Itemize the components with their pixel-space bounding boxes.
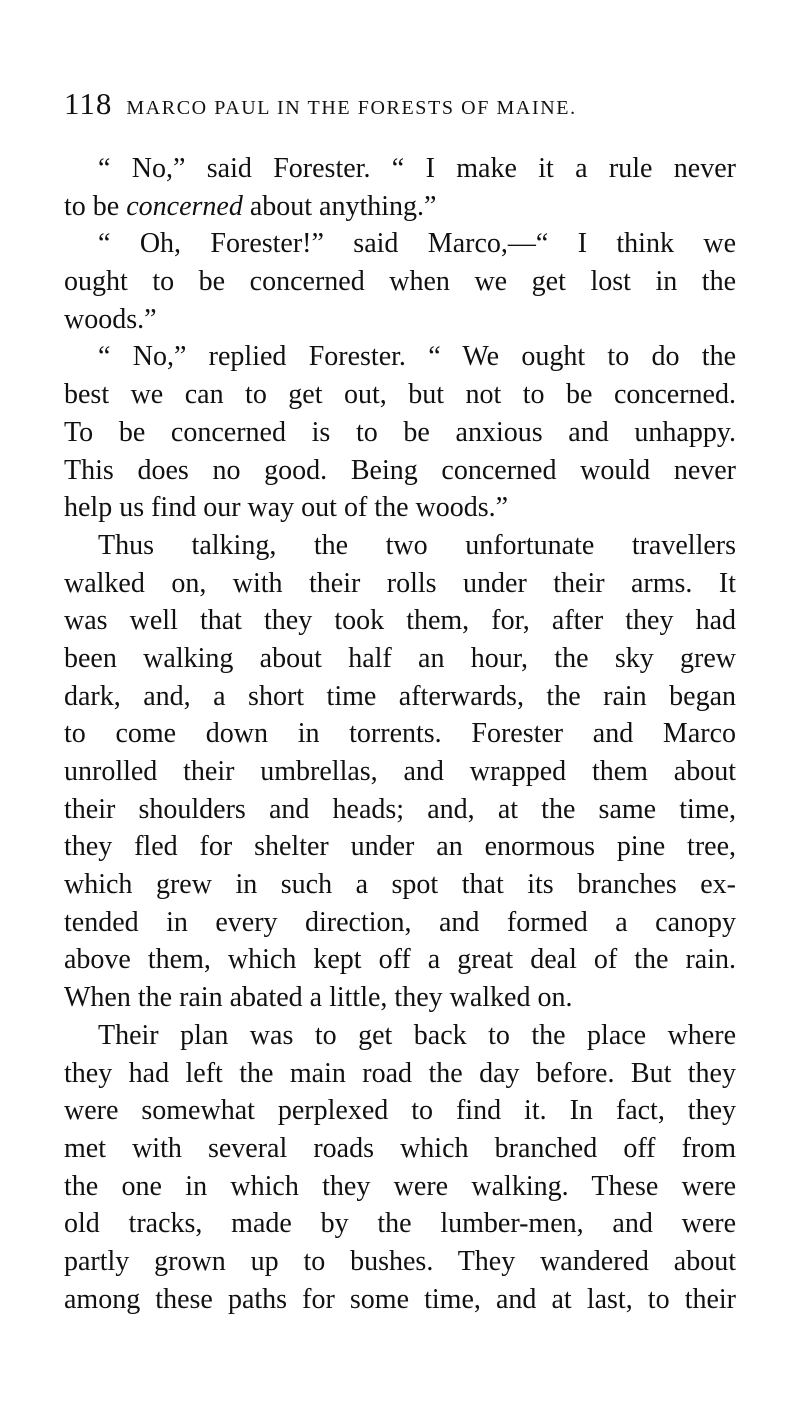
text-line	[64, 791, 736, 829]
text-line	[64, 150, 736, 188]
text-line	[64, 1243, 736, 1281]
text-run: “ No,” replied Forester. “ We ought to do the	[98, 341, 736, 373]
text-run: “ Oh, Forester!” said Marco,—“ I think we	[98, 228, 736, 260]
text-run: about anything.”	[242, 190, 437, 222]
text-line	[64, 376, 736, 414]
body-text	[64, 150, 736, 1318]
text-run: was well that they took them, for, after they had	[64, 605, 736, 637]
text-line	[64, 527, 736, 565]
text-run: This does no good. Being concerned would never	[64, 454, 736, 486]
text-run: Thus talking, the two unfortunate travellers	[98, 529, 736, 561]
italic-text: concerned	[126, 190, 243, 222]
text-run: dark, and, a short time afterwards, the rain began	[64, 680, 736, 712]
text-run: Their plan was to get back to the place where	[98, 1019, 736, 1051]
text-run: to come down in torrents. Forester and Marco	[64, 718, 736, 750]
text-line	[64, 338, 736, 376]
text-line	[64, 979, 736, 1017]
text-run: met with several roads which branched off from	[64, 1132, 736, 1164]
text-run: which grew in such a spot that its branches ex-	[64, 869, 736, 901]
text-run: woods.”	[64, 303, 157, 335]
text-run: above them, which kept off a great deal of the rain.	[64, 944, 736, 976]
text-line	[64, 1205, 736, 1243]
text-line	[64, 414, 736, 452]
text-run: unrolled their umbrellas, and wrapped them about	[64, 756, 736, 787]
text-run: they had left the main road the day before. But they	[64, 1057, 736, 1089]
text-line	[64, 452, 736, 490]
text-line	[64, 678, 736, 716]
text-run: they fled for shelter under an enormous pine tree,	[64, 831, 736, 863]
text-run: old tracks, made by the lumber-men, and were	[64, 1208, 736, 1240]
text-line	[64, 941, 736, 979]
page-number: 118	[64, 86, 113, 121]
text-run: walked on, with their rolls under their arms. It	[64, 567, 736, 599]
text-line	[64, 1017, 736, 1055]
text-line	[64, 1130, 736, 1168]
text-run: their shoulders and heads; and, at the same time,	[64, 793, 736, 825]
text-line	[64, 489, 736, 527]
text-line	[64, 301, 736, 339]
text-run: “ No,” said Forester. “ I make it a rule never	[98, 153, 736, 184]
text-run: ought to be concerned when we get lost in the	[64, 266, 736, 298]
text-line	[64, 225, 736, 263]
text-run: When the rain abated a little, they walked on.	[64, 982, 573, 1014]
text-line	[64, 828, 736, 866]
text-line	[64, 1055, 736, 1093]
text-run: been walking about half an hour, the sky grew	[64, 642, 736, 674]
text-line	[64, 1281, 736, 1319]
running-head	[64, 86, 736, 126]
text-line	[64, 640, 736, 678]
text-line	[64, 753, 736, 791]
text-line	[64, 866, 736, 904]
text-run: tended in every direction, and formed a canopy	[64, 906, 736, 938]
text-line	[64, 263, 736, 301]
running-title: MARCO PAUL IN THE FORESTS OF MAINE.	[126, 97, 577, 119]
text-run: were somewhat perplexed to find it. In fact, they	[64, 1095, 736, 1127]
text-line	[64, 1168, 736, 1206]
text-line	[64, 602, 736, 640]
text-run: the one in which they were walking. These were	[64, 1170, 736, 1202]
text-line	[64, 565, 736, 603]
text-run: to be	[64, 190, 127, 222]
text-line	[64, 715, 736, 753]
text-line	[64, 1092, 736, 1130]
text-run: among these paths for some time, and at last, to their	[64, 1283, 736, 1315]
text-line	[64, 188, 736, 226]
text-run: help us find our way out of the woods.”	[64, 492, 509, 524]
text-run: partly grown up to bushes. They wandered about	[64, 1245, 736, 1277]
text-line	[64, 904, 736, 942]
text-run: To be concerned is to be anxious and unhappy.	[64, 416, 736, 448]
text-run: best we can to get out, but not to be concerned.	[64, 379, 736, 411]
